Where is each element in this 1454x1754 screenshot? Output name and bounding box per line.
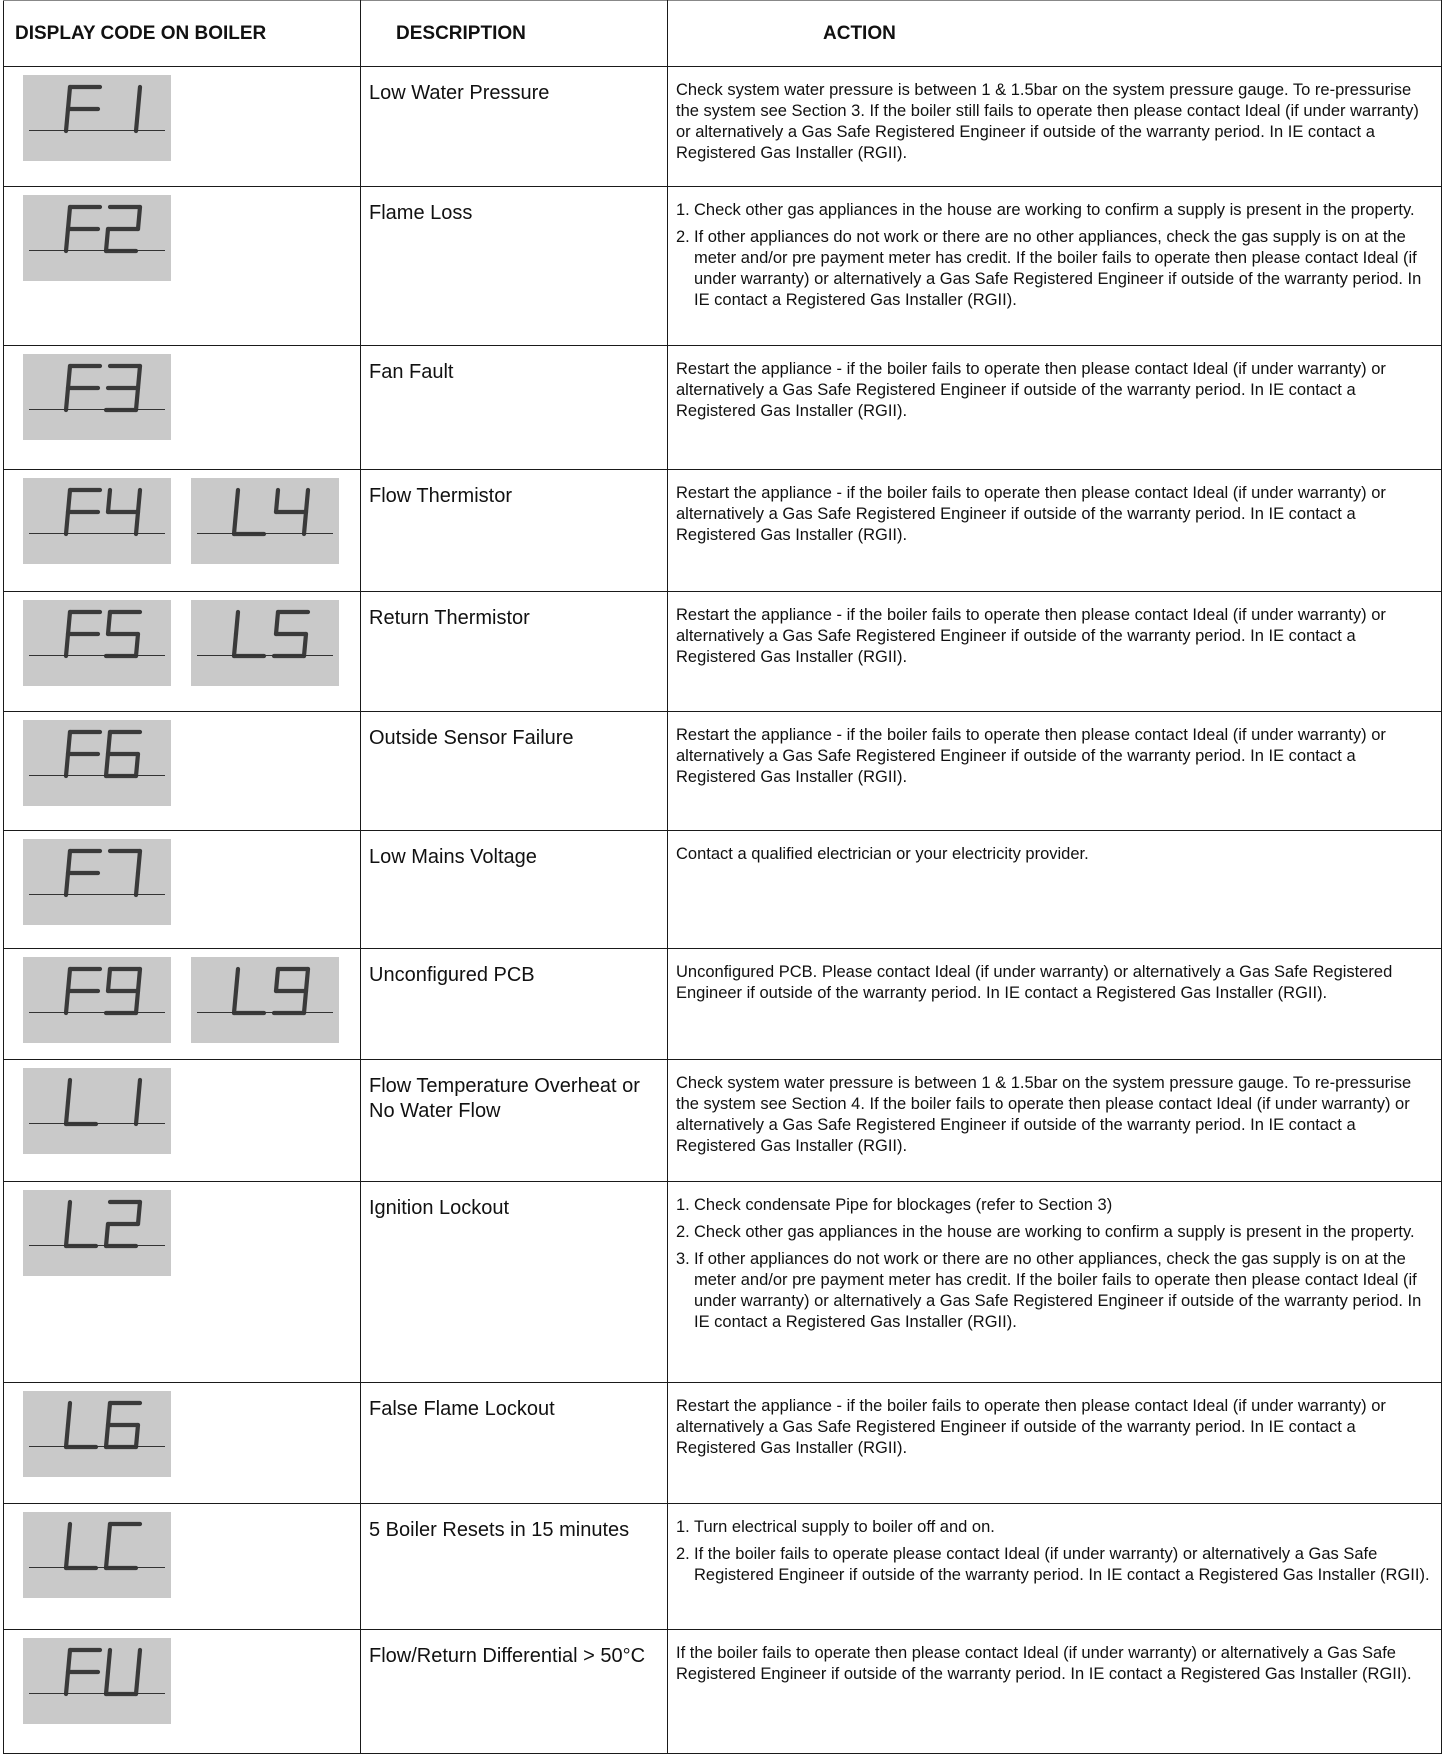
action-cell: Unconfigured PCB. Please contact Ideal (if under warranty) or alternatively a Gas Safe Registered Engineer if outside of the warranty period. In IE contact a Registered Gas Installer (RGII). [668, 949, 1442, 1060]
lcd-segment [68, 1080, 70, 1102]
action-cell: If the boiler fails to operate then please contact Ideal (if under warranty) or alternatively a Gas Safe Registered Engineer if outside of the warranty period. In IE contact a Registered Gas Installer (RGII). [668, 1630, 1442, 1754]
lcd-segment [68, 1403, 70, 1425]
lcd-char-6 [106, 1403, 140, 1447]
action-steps [676, 200, 1435, 311]
lcd-digits [23, 1391, 171, 1477]
list-item [676, 1544, 1435, 1586]
display-code-cell [4, 187, 361, 346]
lcd-segment [276, 969, 278, 991]
step-number: 2. [676, 1223, 690, 1241]
lcd-segment [68, 490, 70, 512]
lcd-segment [304, 991, 306, 1013]
step-number: 1. [676, 201, 690, 219]
description-cell: Flow/Return Differential > 50°C [361, 1630, 668, 1754]
lcd-display-group [4, 1638, 360, 1724]
table-row [4, 470, 1442, 592]
step-text: Turn electrical supply to boiler off and on. [694, 1518, 995, 1536]
lcd-segment [68, 1650, 70, 1672]
lcd-segment [138, 490, 140, 512]
lcd-char-l [66, 1403, 96, 1447]
list-item [676, 200, 1435, 221]
table-row [4, 1060, 1442, 1182]
lcd-segment [68, 207, 70, 229]
lcd-display-f4 [23, 478, 171, 564]
description-cell: 5 Boiler Resets in 15 minutes [361, 1504, 668, 1630]
lcd-segment [106, 1224, 108, 1246]
lcd-display-f9 [23, 957, 171, 1043]
lcd-char-3 [106, 366, 140, 410]
lcd-digits [23, 839, 171, 925]
lcd-char-f [66, 87, 100, 131]
lcd-display-group [4, 1512, 360, 1598]
lcd-display-group [4, 1391, 360, 1477]
lcd-segment [138, 366, 140, 388]
lcd-segment [136, 1425, 138, 1447]
display-code-cell [4, 1630, 361, 1754]
action-cell: Restart the appliance - if the boiler fails to operate then please contact Ideal (if under warranty) or alternatively a Gas Safe Registered Engineer if outside of the warranty period. In IE contact a Registered Gas Installer (RGII). [668, 592, 1442, 712]
display-code-cell [4, 1504, 361, 1630]
step-text: Check condensate Pipe for blockages (refer to Section 3) [694, 1196, 1113, 1214]
lcd-segment [108, 612, 110, 634]
lcd-char-2 [106, 207, 140, 251]
lcd-segment [108, 490, 110, 512]
header-row [4, 1, 1442, 67]
action-steps [676, 1195, 1435, 1333]
lcd-segment [106, 754, 108, 776]
lcd-segment [106, 1546, 108, 1568]
lcd-segment [138, 207, 140, 229]
lcd-char-4 [276, 490, 308, 534]
step-number: 2. [676, 1545, 690, 1563]
lcd-display-group [4, 478, 360, 564]
table-row [4, 592, 1442, 712]
description-cell: Fan Fault [361, 346, 668, 470]
action-cell: Contact a qualified electrician or your electricity provider. [668, 831, 1442, 949]
lcd-segment [106, 1425, 108, 1447]
lcd-segment [138, 1202, 140, 1224]
lcd-char-9 [106, 969, 140, 1013]
display-code-cell [4, 346, 361, 470]
lcd-segment [66, 512, 68, 534]
lcd-display-group [4, 1190, 360, 1276]
lcd-segment [138, 87, 140, 109]
description-cell: Flame Loss [361, 187, 668, 346]
lcd-char-f [66, 207, 100, 251]
lcd-digits [23, 1190, 171, 1276]
action-cell: Restart the appliance - if the boiler fails to operate then please contact Ideal (if under warranty) or alternatively a Gas Safe Registered Engineer if outside of the warranty period. In IE contact a Registered Gas Installer (RGII). [668, 1383, 1442, 1504]
lcd-digits [23, 75, 171, 161]
lcd-char-1 [136, 87, 140, 131]
lcd-char-f [66, 612, 100, 656]
lcd-digits [191, 478, 339, 564]
lcd-char-7 [110, 851, 140, 895]
lcd-display-l6 [23, 1391, 171, 1477]
lcd-char-l [234, 490, 264, 534]
display-code-cell [4, 712, 361, 831]
list-item [676, 1517, 1435, 1538]
lcd-char-f [66, 732, 100, 776]
lcd-display-f2 [23, 195, 171, 281]
lcd-display-l5 [191, 600, 339, 686]
lcd-digits [23, 195, 171, 281]
lcd-display-group [4, 354, 360, 440]
description-cell: Unconfigured PCB [361, 949, 668, 1060]
lcd-char-f [66, 969, 100, 1013]
lcd-segment [66, 109, 68, 131]
lcd-segment [234, 991, 236, 1013]
lcd-segment [136, 634, 138, 656]
lcd-display-group [4, 75, 360, 161]
lcd-digits [191, 600, 339, 686]
action-cell: Check system water pressure is between 1 & 1.5bar on the system pressure gauge. To re-pressurise the system see Section 3. If the boiler still fails to operate then please contact Ideal (if under warranty) or alternatively a Gas Safe Registered Engineer if outside of the warranty period. In IE contact a Registered Gas Installer (RGII). [668, 67, 1442, 187]
table-row [4, 1630, 1442, 1754]
lcd-display-f5 [23, 600, 171, 686]
lcd-segment [106, 229, 108, 251]
lcd-segment [136, 873, 138, 895]
lcd-segment [136, 1102, 138, 1124]
lcd-segment [66, 1672, 68, 1694]
lcd-char-2 [106, 1202, 140, 1246]
lcd-segment [66, 873, 68, 895]
lcd-digits [23, 720, 171, 806]
lcd-display-group [4, 1068, 360, 1154]
display-code-cell [4, 470, 361, 592]
lcd-char-f [66, 851, 100, 895]
list-item [676, 1222, 1435, 1243]
lcd-display-group [4, 839, 360, 925]
lcd-segment [108, 732, 110, 754]
lcd-segment [66, 1224, 68, 1246]
lcd-segment [304, 512, 306, 534]
fault-code-table [3, 0, 1442, 1754]
action-cell: Restart the appliance - if the boiler fails to operate then please contact Ideal (if under warranty) or alternatively a Gas Safe Registered Engineer if outside of the warranty period. In IE contact a Registered Gas Installer (RGII). [668, 470, 1442, 592]
lcd-char-f [66, 490, 100, 534]
description-cell: Outside Sensor Failure [361, 712, 668, 831]
lcd-digits [191, 957, 339, 1043]
lcd-segment [306, 490, 308, 512]
lcd-segment [68, 87, 70, 109]
description-cell: Flow Temperature Overheat or No Water Flow [361, 1060, 668, 1182]
lcd-digits [23, 957, 171, 1043]
lcd-segment [276, 612, 278, 634]
lcd-display-l4 [191, 478, 339, 564]
action-cell [668, 1182, 1442, 1383]
lcd-digits [23, 1068, 171, 1154]
lcd-digits [23, 478, 171, 564]
step-text: Check other gas appliances in the house are working to confirm a supply is present in the property. [694, 201, 1415, 219]
lcd-segment [68, 851, 70, 873]
description-cell: False Flame Lockout [361, 1383, 668, 1504]
lcd-display-group [4, 600, 360, 686]
action-cell: Restart the appliance - if the boiler fails to operate then please contact Ideal (if under warranty) or alternatively a Gas Safe Registered Engineer if outside of the warranty period. In IE contact a Registered Gas Installer (RGII). [668, 712, 1442, 831]
lcd-segment [106, 1672, 108, 1694]
step-text: Check other gas appliances in the house are working to confirm a supply is present in the property. [694, 1223, 1415, 1241]
lcd-display-lc [23, 1512, 171, 1598]
lcd-segment [136, 512, 138, 534]
lcd-segment [66, 991, 68, 1013]
lcd-display-group [4, 720, 360, 806]
header-display-code: DISPLAY CODE ON BOILER [4, 1, 361, 67]
list-item [676, 1249, 1435, 1333]
lcd-segment [66, 1546, 68, 1568]
lcd-segment [136, 109, 138, 131]
lcd-digits [23, 1638, 171, 1724]
list-item [676, 227, 1435, 311]
lcd-segment [138, 851, 140, 873]
lcd-display-l2 [23, 1190, 171, 1276]
lcd-char-f [66, 366, 100, 410]
step-number: 1. [676, 1196, 690, 1214]
display-code-cell [4, 949, 361, 1060]
lcd-segment [138, 1080, 140, 1102]
display-code-cell [4, 1182, 361, 1383]
table-row [4, 1182, 1442, 1383]
display-code-cell [4, 592, 361, 712]
step-number: 2. [676, 228, 690, 246]
lcd-display-l1 [23, 1068, 171, 1154]
lcd-display-f7 [23, 839, 171, 925]
table-row [4, 187, 1442, 346]
lcd-char-l [66, 1202, 96, 1246]
lcd-segment [68, 732, 70, 754]
lcd-segment [68, 1202, 70, 1224]
lcd-segment [136, 991, 138, 1013]
lcd-segment [108, 1524, 110, 1546]
lcd-digits [23, 1512, 171, 1598]
lcd-segment [306, 969, 308, 991]
lcd-segment [68, 1524, 70, 1546]
action-cell: Restart the appliance - if the boiler fails to operate then please contact Ideal (if under warranty) or alternatively a Gas Safe Registered Engineer if outside of the warranty period. In IE contact a Registered Gas Installer (RGII). [668, 346, 1442, 470]
table-row [4, 712, 1442, 831]
lcd-segment [68, 969, 70, 991]
lcd-segment [66, 388, 68, 410]
description-cell: Return Thermistor [361, 592, 668, 712]
lcd-char-4 [108, 490, 140, 534]
action-cell [668, 187, 1442, 346]
lcd-char-f [66, 1650, 100, 1694]
header-action: ACTION [668, 1, 1442, 67]
description-cell: Flow Thermistor [361, 470, 668, 592]
lcd-segment [66, 1425, 68, 1447]
lcd-segment [108, 969, 110, 991]
lcd-segment [66, 1102, 68, 1124]
description-cell: Low Mains Voltage [361, 831, 668, 949]
lcd-char-l [234, 969, 264, 1013]
lcd-display-group [4, 195, 360, 281]
lcd-segment [236, 490, 238, 512]
step-text: If other appliances do not work or there are no other appliances, check the gas supply is on at the meter and/or pre payment meter has credit. If the boiler fails to operate then please contact Ideal (if under warranty) or alternatively a Gas Safe Registered Engineer if outside of the warranty period. In IE contact a Registered Gas Installer (RGII). [694, 228, 1422, 309]
lcd-segment [68, 612, 70, 634]
action-cell [668, 1504, 1442, 1630]
description-cell: Low Water Pressure [361, 67, 668, 187]
step-number: 3. [676, 1250, 690, 1268]
table-row [4, 831, 1442, 949]
list-item [676, 1195, 1435, 1216]
lcd-char-5 [106, 612, 140, 656]
display-code-cell [4, 1383, 361, 1504]
lcd-char-6 [106, 732, 140, 776]
lcd-display-l9 [191, 957, 339, 1043]
table-row [4, 1504, 1442, 1630]
lcd-char-l [66, 1080, 96, 1124]
lcd-char-5 [274, 612, 308, 656]
lcd-digits [23, 600, 171, 686]
lcd-segment [136, 754, 138, 776]
lcd-segment [136, 1672, 138, 1694]
lcd-char-l [234, 612, 264, 656]
lcd-char-c [106, 1524, 140, 1568]
description-cell: Ignition Lockout [361, 1182, 668, 1383]
table-row [4, 346, 1442, 470]
lcd-segment [138, 1650, 140, 1672]
lcd-char-1 [136, 1080, 140, 1124]
lcd-segment [68, 366, 70, 388]
lcd-segment [108, 1403, 110, 1425]
lcd-segment [138, 969, 140, 991]
header-description: DESCRIPTION [361, 1, 668, 67]
lcd-display-f3 [23, 354, 171, 440]
lcd-segment [136, 388, 138, 410]
lcd-display-group [4, 957, 360, 1043]
lcd-char-u [106, 1650, 140, 1694]
table-row [4, 949, 1442, 1060]
table-row [4, 67, 1442, 187]
step-text: If other appliances do not work or there are no other appliances, check the gas supply is on at the meter and/or pre payment meter has credit. If the boiler fails to operate then please contact Ideal (if under warranty) or alternatively a Gas Safe Registered Engineer if outside of the warranty period. In IE contact a Registered Gas Installer (RGII). [694, 1250, 1422, 1331]
lcd-digits [23, 354, 171, 440]
lcd-segment [108, 1650, 110, 1672]
display-code-cell [4, 1060, 361, 1182]
lcd-segment [234, 512, 236, 534]
lcd-segment [66, 634, 68, 656]
action-cell: Check system water pressure is between 1 & 1.5bar on the system pressure gauge. To re-pressurise the system see Section 4. If the boiler fails to operate then please contact Ideal (if under warranty) or alternatively a Gas Safe Registered Engineer if outside of the warranty period. In IE contact a Registered Gas Installer (RGII). [668, 1060, 1442, 1182]
lcd-char-9 [274, 969, 308, 1013]
lcd-display-fu [23, 1638, 171, 1724]
lcd-display-f1 [23, 75, 171, 161]
step-number: 1. [676, 1518, 690, 1536]
table-row [4, 1383, 1442, 1504]
lcd-segment [276, 490, 278, 512]
lcd-char-l [66, 1524, 96, 1568]
lcd-segment [236, 969, 238, 991]
lcd-segment [66, 754, 68, 776]
lcd-segment [304, 634, 306, 656]
display-code-cell [4, 831, 361, 949]
action-steps [676, 1517, 1435, 1586]
lcd-display-f6 [23, 720, 171, 806]
display-code-cell [4, 67, 361, 187]
lcd-segment [66, 229, 68, 251]
step-text: If the boiler fails to operate please contact Ideal (if under warranty) or alternatively a Gas Safe Registered Engineer if outside of the warranty period. In IE contact a Registered Gas Installer (RGII). [694, 1545, 1430, 1584]
lcd-segment [234, 634, 236, 656]
lcd-segment [236, 612, 238, 634]
